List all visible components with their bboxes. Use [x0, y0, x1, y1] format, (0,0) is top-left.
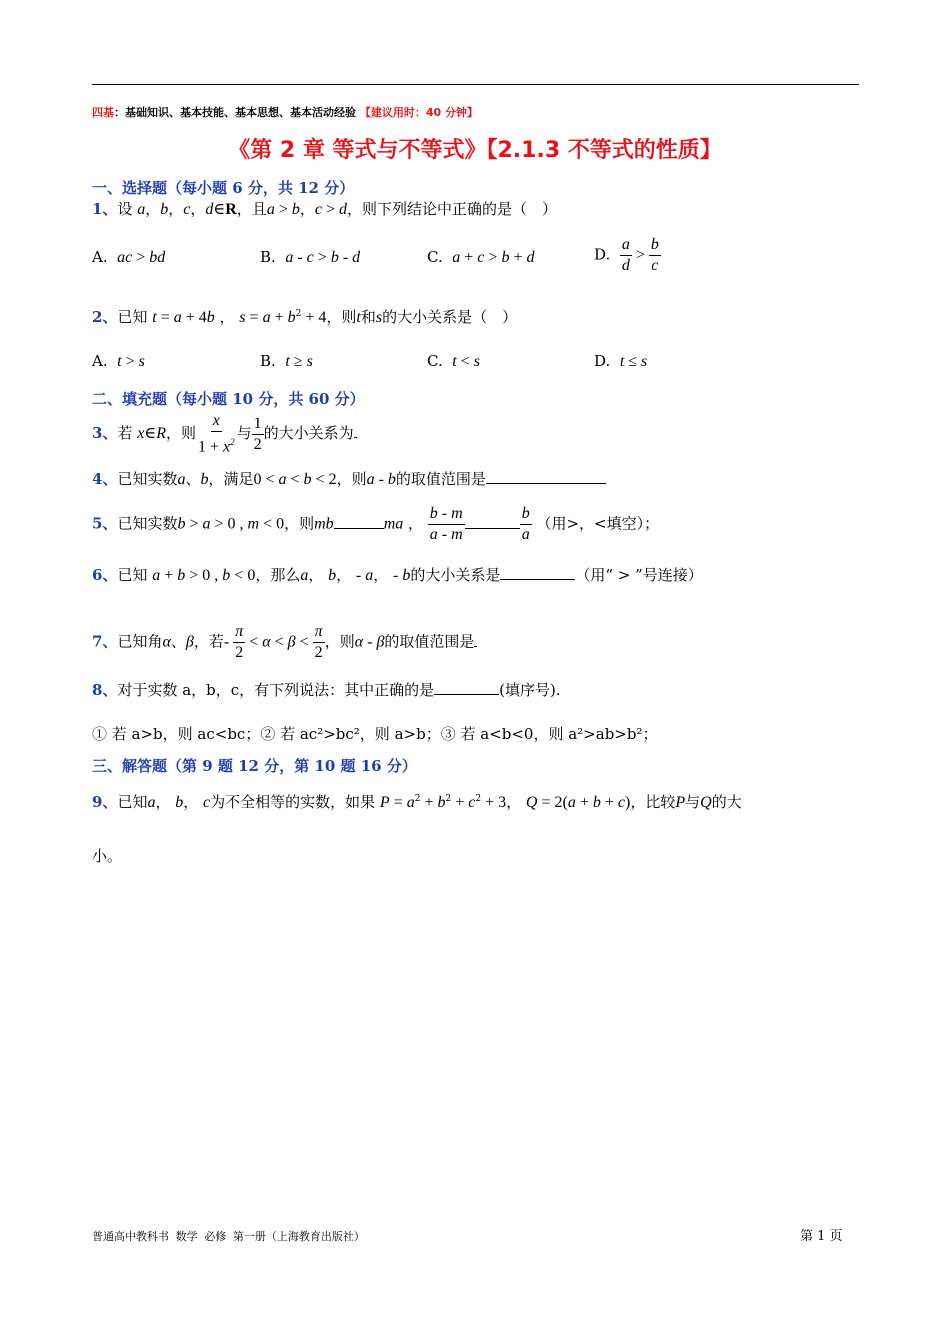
q9-continuation: 小。 — [92, 847, 123, 865]
q6-text-a: 已知 — [117, 566, 148, 584]
q1-option-b: B. a - c > b - d — [260, 248, 361, 266]
q2-option-d: D. t ≤ s — [594, 352, 648, 370]
answer-blank[interactable] — [465, 528, 520, 529]
footer-book-title: 普通高中教科书 数学 必修 第一册（上海教育出版社） — [92, 1230, 365, 1243]
q8-text-end: (填序号). — [499, 681, 561, 699]
question-1: 1、设 a，b，c，d∈R，且a > b，c > d，则下列结论中正确的是（ ） — [92, 200, 558, 218]
q7-text-a: 已知角 — [117, 632, 163, 651]
q1-option-a: A. ac > bd — [92, 248, 166, 266]
q9-text-e: 的大 — [711, 793, 742, 811]
q8-text: 对于实数 a，b，c，有下列说法：其中正确的是 — [117, 681, 435, 699]
question-number: 3、 — [92, 424, 118, 443]
question-4: 4、已知实数a、b，满足0 < a < b < 2，则a - b的取值范围是 — [92, 468, 606, 489]
answer-blank[interactable] — [500, 579, 575, 580]
section-choice-title: 一、选择题（每小题 6 分，共 12 分） — [92, 179, 355, 197]
q4-text-d: ，则 — [336, 470, 367, 488]
q1-option-c: C. a + c > b + d — [427, 248, 535, 266]
page-number: 第 1 页 — [800, 1229, 843, 1244]
question-7: 7、已知角α、β，若- $\frac{\pi}{2}$ < α < β < $\frac{\pi}{2}$ ，则α - β的取值范围是 — [92, 623, 477, 662]
q2-text-a: 已知 — [117, 308, 148, 326]
question-5: 5、已知实数b > a > 0 , m < 0，则mb ma ， $\frac{b - m}{a - m}$ $\frac{b}{a}$ （用>，<填空）； — [92, 505, 660, 543]
question-number: 5、 — [92, 514, 118, 533]
q7-text-b: 、 — [170, 632, 186, 651]
q5-text-a: 已知实数 — [117, 514, 178, 533]
header-line — [92, 104, 478, 120]
section-answer-title: 三、解答题（第 9 题 12 分，第 10 题 16 分） — [92, 757, 417, 775]
q1-option-d: D. $\frac{a}{d}$ > $\frac{b}{c}$ — [594, 236, 659, 274]
q4-text-b: 、 — [185, 470, 201, 488]
q7-text-c: ，若 — [193, 632, 224, 651]
header-tag: 四基 — [92, 106, 114, 119]
q2-option-b: B. t ≥ s — [260, 352, 313, 370]
question-number: 2、 — [92, 308, 118, 326]
q9-text-b: 为不全相等的实数，如果 — [210, 793, 376, 811]
q8-statements: ① 若 a>b，则 ac<bc；② 若 ac²>bc²，则 a>b；③ 若 a<b<0，则 a²>ab>b²； — [92, 725, 658, 743]
q1-math-vars: a — [137, 201, 146, 218]
answer-blank[interactable] — [486, 483, 606, 484]
question-8 — [92, 679, 561, 700]
q9-text-d: 与 — [685, 793, 701, 811]
q6-text-b: ，那么 — [255, 566, 301, 584]
q2-text-b: ，则 — [326, 308, 357, 326]
question-6: 6、已知 a + b > 0 , b < 0，那么a， b， - a， - b的大小关系是 （用“ > ”号连接） — [92, 566, 703, 584]
q4-text-c: ，满足 — [208, 470, 254, 488]
q7-text-e: 的取值范围是 — [384, 632, 475, 651]
header-tag-rest: ：基础知识、基本技能、基本思想、基本活动经验 — [114, 106, 356, 119]
q3-text-b: ，则 — [165, 424, 196, 443]
question-number: 8、 — [92, 681, 118, 699]
question-number: 6、 — [92, 566, 118, 584]
q4-text-a: 已知实数 — [117, 470, 178, 488]
q9-text-c: ，比较 — [630, 793, 676, 811]
question-2: 2、已知 t = a + 4b ， $s = a + b^2 + 4$，则t和s的大小关系是（ ） — [92, 308, 518, 326]
q2-text-d: 的大小关系是（ ） — [382, 308, 518, 326]
section-fill-title: 二、填充题（每小题 10 分，共 60 分） — [92, 390, 365, 408]
question-number: 4、 — [92, 470, 118, 488]
q9-text-a: 已知 — [117, 793, 148, 811]
question-number: 9、 — [92, 793, 118, 811]
header-rule — [92, 84, 859, 85]
page-title: 《第 2 章 等式与不等式》【2.1.3 不等式的性质】 — [228, 138, 722, 163]
q5-text-b: ，则 — [284, 514, 315, 533]
q7-text-d: ，则 — [324, 632, 355, 651]
q3-text-a: 若 — [117, 424, 133, 443]
q2-option-c: C. t < s — [427, 352, 480, 370]
q1-text-c: ，则下列结论中正确的是（ ） — [347, 200, 558, 218]
q6-text-d: （用“ > ”号连接） — [575, 566, 703, 584]
q2-option-a: A. t > s — [92, 352, 145, 370]
q1-text: 设 — [117, 200, 133, 218]
answer-blank[interactable] — [434, 694, 499, 695]
question-9: 9、已知a， b， c为不全相等的实数，如果 $P = a^2 + b^2 + c^2 + 3$， Q = 2(a + b + c)，比较P与Q的大 — [92, 793, 742, 811]
header-time: 【建议用时：40 分钟】 — [359, 106, 478, 119]
question-number: 7、 — [92, 632, 118, 651]
q2-text-c: 和 — [360, 308, 376, 326]
question-number: 1、 — [92, 200, 118, 218]
q3-text-c: 与 — [236, 424, 252, 443]
q5-text-c: （用>，<填空）； — [536, 514, 660, 533]
answer-blank[interactable] — [334, 528, 384, 529]
q1-text-b: ，且 — [236, 200, 267, 218]
question-3: 3、若 x∈R，则 $\frac{x}{1 + x^2}$ 与 $\frac{1}{2}$ 的大小关系为 — [92, 412, 357, 456]
q3-text-d: 的大小关系为 — [263, 424, 354, 443]
q6-text-c: 的大小关系是 — [410, 566, 501, 584]
q4-text-e: 的取值范围是 — [395, 470, 486, 488]
